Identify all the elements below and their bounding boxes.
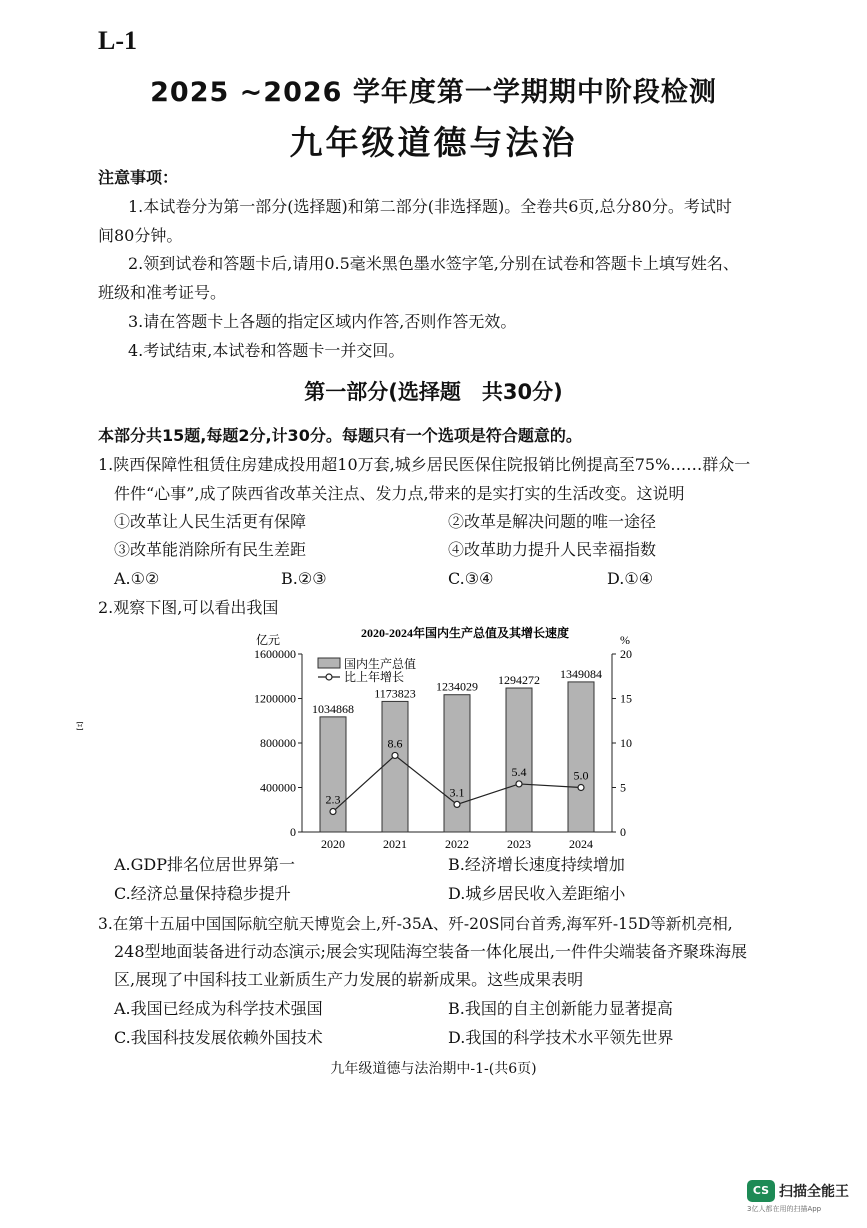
scanner-tagline: 3亿人都在用的扫描App bbox=[747, 1205, 822, 1213]
left-tick-label: 1600000 bbox=[254, 647, 296, 661]
q3-option-d[interactable]: D.我国的科学技术水平领先世界 bbox=[448, 1028, 674, 1047]
legend-line-label: 比上年增长 bbox=[344, 670, 405, 684]
q2-option-b[interactable]: B.经济增长速度持续增加 bbox=[448, 855, 625, 874]
growth-point-label: 3.1 bbox=[449, 785, 465, 800]
section1-intro: 本部分共15题,每题2分,计30分。每题只有一个选项是符合题意的。 bbox=[98, 426, 582, 445]
growth-point bbox=[578, 785, 584, 791]
q1-stem-line-1: 1.陕西保障性租赁住房建成投用超10万套,城乡居民医保住院报销比例提高至75%……群众一 bbox=[98, 455, 751, 474]
notice-item-3: 3.请在答题卡上各题的指定区域内作答,否则作答无效。 bbox=[128, 312, 517, 331]
notice-item-1-cont: 间80分钟。 bbox=[98, 226, 183, 245]
x-tick-label: 2021 bbox=[383, 837, 407, 851]
q1-option-a[interactable]: A.①② bbox=[114, 569, 160, 588]
q2-stem: 2.观察下图,可以看出我国 bbox=[98, 598, 279, 617]
q1-option-c[interactable]: C.③④ bbox=[448, 569, 494, 588]
growth-point-label: 8.6 bbox=[387, 736, 403, 751]
growth-point bbox=[454, 801, 460, 807]
gdp-bar-label: 1034868 bbox=[312, 701, 354, 716]
gdp-bar bbox=[444, 695, 470, 832]
growth-point bbox=[516, 781, 522, 787]
q1-stem-line-2: 件件“心事”,成了陕西省改革关注点、发力点,带来的是实打实的生活改变。这说明 bbox=[114, 484, 685, 503]
gdp-bar-label: 1349084 bbox=[560, 666, 602, 681]
x-tick-label: 2022 bbox=[445, 837, 469, 851]
growth-point bbox=[392, 752, 398, 758]
gdp-bar bbox=[506, 688, 532, 832]
x-tick-label: 2023 bbox=[507, 837, 531, 851]
right-tick-label: 20 bbox=[620, 647, 632, 661]
growth-point-label: 5.0 bbox=[573, 768, 589, 783]
gdp-bar-label: 1234029 bbox=[436, 679, 478, 694]
q3-stem-line-2: 248型地面装备进行动态演示;展会实现陆海空装备一体化展出,一件件尖端装备齐聚珠海展 bbox=[114, 942, 748, 961]
q1-statement-2: ②改革是解决问题的唯一途径 bbox=[448, 512, 657, 531]
q2-option-a[interactable]: A.GDP排名位居世界第一 bbox=[114, 855, 296, 874]
notice-item-2-cont: 班级和准考证号。 bbox=[98, 283, 227, 302]
gdp-bar-label: 1294272 bbox=[498, 673, 540, 688]
q1-statement-4: ④改革助力提升人民幸福指数 bbox=[448, 540, 657, 559]
q3-option-a[interactable]: A.我国已经成为科学技术强国 bbox=[114, 999, 323, 1018]
gdp-bar-label: 1173823 bbox=[374, 686, 416, 701]
growth-point-label: 2.3 bbox=[325, 792, 341, 807]
section1-title: 第一部分(选择题 共30分) bbox=[304, 380, 563, 404]
subject-title: 九年级道德与法治 bbox=[289, 123, 578, 162]
right-tick-label: 10 bbox=[620, 736, 632, 750]
q2-option-d[interactable]: D.城乡居民收入差距缩小 bbox=[448, 884, 626, 903]
scanner-name: 扫描全能王 bbox=[779, 1184, 849, 1200]
scanner-watermark bbox=[747, 1178, 853, 1212]
right-axis-unit: % bbox=[620, 633, 630, 647]
q3-option-b[interactable]: B.我国的自主创新能力显著提高 bbox=[448, 999, 673, 1018]
gdp-bar bbox=[568, 682, 594, 832]
scanner-logo-icon: CS bbox=[747, 1180, 775, 1202]
q1-option-b[interactable]: B.②③ bbox=[281, 569, 327, 588]
q1-statement-1: ①改革让人民生活更有保障 bbox=[114, 512, 307, 531]
left-tick-label: 400000 bbox=[260, 780, 296, 795]
chart-title: 2020-2024年国内生产总值及其增长速度 bbox=[361, 626, 569, 640]
q3-stem-line-1: 3.在第十五届中国国际航空航天博览会上,歼-35A、歼-20S同台首秀,海军歼-15D等新机亮相, bbox=[98, 915, 733, 933]
left-axis-unit: 亿元 bbox=[255, 633, 281, 647]
exam-title: 2025 ~2026 学年度第一学期期中阶段检测 bbox=[150, 77, 717, 108]
growth-point bbox=[330, 809, 336, 815]
notice-item-1: 1.本试卷分为第一部分(选择题)和第二部分(非选择题)。全卷共6页,总分80分。考试时 bbox=[128, 197, 732, 216]
notice-item-4: 4.考试结束,本试卷和答题卡一并交回。 bbox=[128, 341, 405, 360]
right-tick-label: 0 bbox=[620, 825, 626, 839]
legend-line-marker bbox=[326, 674, 332, 680]
notice-heading: 注意事项： bbox=[98, 168, 179, 187]
paper-code: L-1 bbox=[98, 26, 137, 55]
gdp-bar bbox=[382, 701, 408, 832]
x-tick-label: 2020 bbox=[321, 837, 345, 851]
x-tick-label: 2024 bbox=[569, 837, 593, 851]
legend-bar-label: 国内生产总值 bbox=[344, 657, 417, 671]
left-tick-label: 1200000 bbox=[254, 691, 296, 706]
notice-item-2: 2.领到试卷和答题卡后,请用0.5毫米黑色墨水签字笔,分别在试卷和答题卡上填写姓名、 bbox=[128, 254, 739, 273]
right-tick-label: 5 bbox=[620, 780, 626, 795]
left-tick-label: 800000 bbox=[260, 736, 296, 750]
q1-option-d[interactable]: D.①④ bbox=[607, 569, 654, 588]
q2-option-c[interactable]: C.经济总量保持稳步提升 bbox=[114, 884, 291, 903]
page-footer: 九年级道德与法治期中-1-(共6页) bbox=[330, 1061, 537, 1077]
margin-mark: Ξ bbox=[76, 720, 84, 733]
growth-point-label: 5.4 bbox=[511, 764, 527, 779]
legend-bar-swatch bbox=[318, 658, 340, 668]
gdp-chart bbox=[240, 622, 650, 854]
right-tick-label: 15 bbox=[620, 691, 632, 706]
left-tick-label: 0 bbox=[290, 825, 296, 839]
q3-stem-line-3: 区,展现了中国科技工业新质生产力发展的崭新成果。这些成果表明 bbox=[114, 970, 584, 989]
q3-option-c[interactable]: C.我国科技发展依赖外国技术 bbox=[114, 1028, 323, 1047]
q1-statement-3: ③改革能消除所有民生差距 bbox=[114, 540, 307, 559]
